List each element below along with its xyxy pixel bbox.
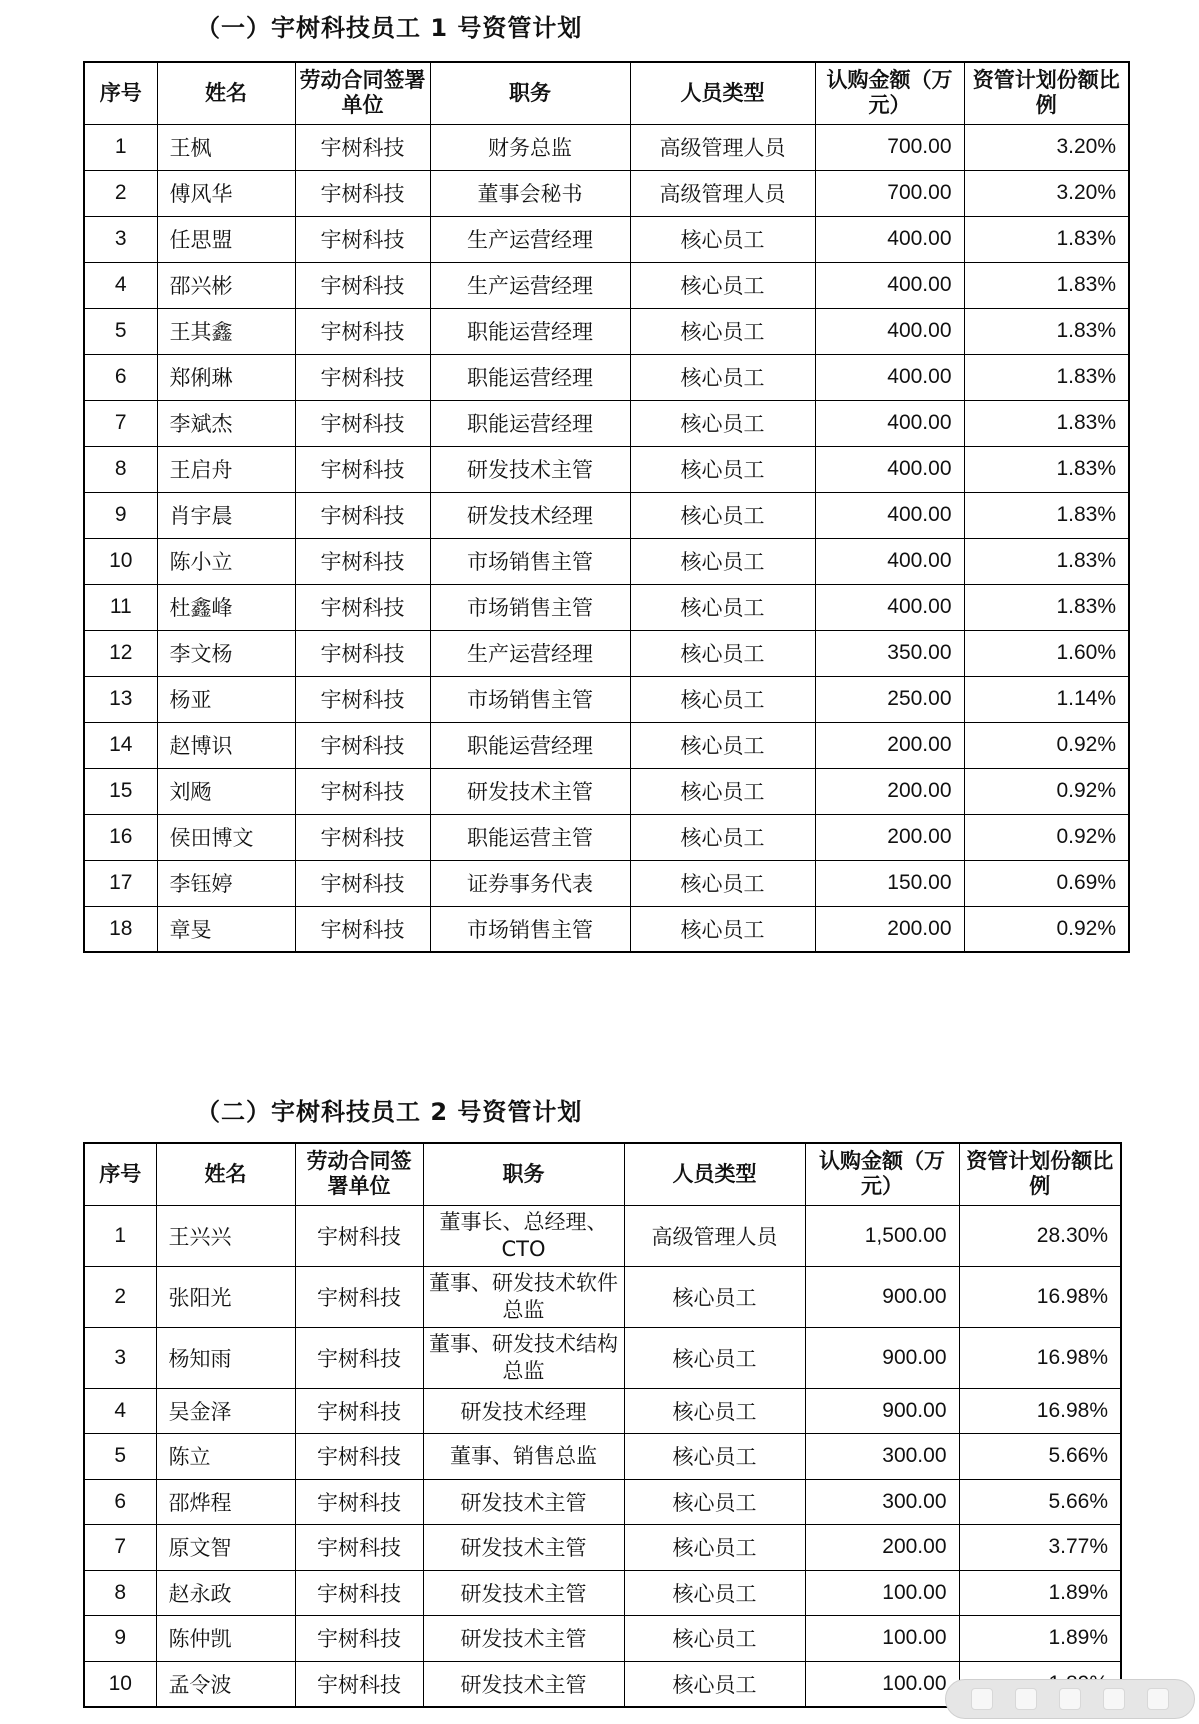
cell-seq: 8 <box>84 1570 156 1616</box>
cell-staff-type: 核心员工 <box>624 1661 805 1707</box>
cell-employer: 宇树科技 <box>295 1388 423 1434</box>
cell-position: 证券事务代表 <box>430 860 630 906</box>
cell-seq: 6 <box>84 354 157 400</box>
cell-name: 赵永政 <box>156 1570 295 1616</box>
cell-employer: 宇树科技 <box>295 1616 423 1662</box>
cell-share-ratio: 1.89% <box>959 1570 1121 1616</box>
table-row <box>84 170 1129 216</box>
cell-staff-type: 高级管理人员 <box>624 1205 805 1266</box>
cell-name: 邵烨程 <box>156 1479 295 1525</box>
cell-name: 杜鑫峰 <box>157 584 295 630</box>
cell-employer: 宇树科技 <box>295 216 430 262</box>
cell-employer: 宇树科技 <box>295 860 430 906</box>
cell-position: 研发技术主管 <box>423 1525 624 1571</box>
cell-staff-type: 核心员工 <box>630 538 815 584</box>
cell-share-ratio: 0.92% <box>964 722 1129 768</box>
plan1-table-body <box>84 124 1129 952</box>
cell-staff-type: 核心员工 <box>624 1525 805 1571</box>
header-employer: 劳动合同签署单位 <box>295 62 430 124</box>
table-header-row <box>84 1143 1121 1205</box>
cell-name: 陈仲凯 <box>156 1616 295 1662</box>
cell-name: 原文智 <box>156 1525 295 1571</box>
cell-staff-type: 核心员工 <box>630 262 815 308</box>
cell-amount: 250.00 <box>815 676 964 722</box>
cell-share-ratio: 1.83% <box>964 538 1129 584</box>
table-row <box>84 538 1129 584</box>
cell-employer: 宇树科技 <box>295 124 430 170</box>
cell-amount: 700.00 <box>815 124 964 170</box>
table-header-row <box>84 62 1129 124</box>
cell-employer: 宇树科技 <box>295 400 430 446</box>
header-share-ratio: 资管计划份额比例 <box>959 1143 1121 1205</box>
plan1-table <box>83 61 1130 953</box>
cell-employer: 宇树科技 <box>295 1661 423 1707</box>
cell-amount: 400.00 <box>815 492 964 538</box>
cell-position: 生产运营经理 <box>430 262 630 308</box>
section2-title: （二）宇树科技员工 2 号资管计划 <box>196 1098 583 1126</box>
cell-staff-type: 核心员工 <box>630 906 815 952</box>
cell-name: 李钰婷 <box>157 860 295 906</box>
cell-employer: 宇树科技 <box>295 170 430 216</box>
cell-staff-type: 核心员工 <box>624 1479 805 1525</box>
cell-name: 侯田博文 <box>157 814 295 860</box>
cell-position: 研发技术主管 <box>430 446 630 492</box>
cell-employer: 宇树科技 <box>295 354 430 400</box>
scroll-dot-icon[interactable] <box>1015 1688 1037 1710</box>
cell-seq: 16 <box>84 814 157 860</box>
cell-amount: 400.00 <box>815 400 964 446</box>
cell-amount: 900.00 <box>805 1388 959 1434</box>
cell-staff-type: 核心员工 <box>624 1570 805 1616</box>
cell-seq: 5 <box>84 308 157 354</box>
header-position: 职务 <box>423 1143 624 1205</box>
cell-staff-type: 核心员工 <box>624 1327 805 1388</box>
cell-employer: 宇树科技 <box>295 1205 423 1266</box>
cell-position: 市场销售主管 <box>430 538 630 584</box>
cell-name: 陈立 <box>156 1434 295 1480</box>
cell-name: 章旻 <box>157 906 295 952</box>
cell-position: 董事会秘书 <box>430 170 630 216</box>
table-row <box>84 216 1129 262</box>
cell-share-ratio: 5.66% <box>959 1434 1121 1480</box>
cell-seq: 7 <box>84 400 157 446</box>
table-row <box>84 1616 1121 1662</box>
cell-seq: 1 <box>84 124 157 170</box>
cell-position: 生产运营经理 <box>430 216 630 262</box>
cell-share-ratio: 1.89% <box>959 1616 1121 1662</box>
table-row <box>84 676 1129 722</box>
cell-position: 董事、研发技术结构总监 <box>423 1327 624 1388</box>
cell-amount: 400.00 <box>815 262 964 308</box>
cell-amount: 400.00 <box>815 354 964 400</box>
cell-name: 张阳光 <box>156 1266 295 1327</box>
cell-employer: 宇树科技 <box>295 814 430 860</box>
cell-share-ratio: 16.98% <box>959 1266 1121 1327</box>
table-row <box>84 1327 1121 1388</box>
table-row <box>84 1388 1121 1434</box>
cell-seq: 9 <box>84 492 157 538</box>
cell-employer: 宇树科技 <box>295 1434 423 1480</box>
cell-name: 李斌杰 <box>157 400 295 446</box>
cell-name: 傅风华 <box>157 170 295 216</box>
cell-seq: 15 <box>84 768 157 814</box>
cell-share-ratio: 1.83% <box>964 216 1129 262</box>
header-position: 职务 <box>430 62 630 124</box>
cell-amount: 100.00 <box>805 1661 959 1707</box>
cell-staff-type: 核心员工 <box>630 354 815 400</box>
cell-share-ratio: 3.77% <box>959 1525 1121 1571</box>
table-row <box>84 1205 1121 1266</box>
header-staff-type: 人员类型 <box>630 62 815 124</box>
header-amount: 认购金额（万元） <box>805 1143 959 1205</box>
cell-position: 董事、研发技术软件总监 <box>423 1266 624 1327</box>
cell-name: 王兴兴 <box>156 1205 295 1266</box>
cell-seq: 17 <box>84 860 157 906</box>
cell-employer: 宇树科技 <box>295 308 430 354</box>
table-row <box>84 1434 1121 1480</box>
cell-seq: 18 <box>84 906 157 952</box>
cell-amount: 400.00 <box>815 446 964 492</box>
header-employer: 劳动合同签署单位 <box>295 1143 423 1205</box>
table-row <box>84 1479 1121 1525</box>
cell-name: 李文杨 <box>157 630 295 676</box>
table-row <box>84 1570 1121 1616</box>
cell-amount: 150.00 <box>815 860 964 906</box>
cell-staff-type: 高级管理人员 <box>630 170 815 216</box>
cell-amount: 200.00 <box>815 722 964 768</box>
cell-seq: 10 <box>84 1661 156 1707</box>
cell-position: 研发技术主管 <box>423 1479 624 1525</box>
cell-name: 刘飏 <box>157 768 295 814</box>
cell-employer: 宇树科技 <box>295 768 430 814</box>
cell-employer: 宇树科技 <box>295 1479 423 1525</box>
scroll-dot-icon[interactable] <box>1147 1688 1169 1710</box>
cell-seq: 2 <box>84 170 157 216</box>
cell-staff-type: 核心员工 <box>630 722 815 768</box>
cell-share-ratio: 28.30% <box>959 1205 1121 1266</box>
table-row <box>84 630 1129 676</box>
cell-share-ratio: 0.92% <box>964 768 1129 814</box>
cell-share-ratio: 0.69% <box>964 860 1129 906</box>
plan2-table-body <box>84 1205 1121 1707</box>
cell-staff-type: 核心员工 <box>630 584 815 630</box>
cell-name: 吴金泽 <box>156 1388 295 1434</box>
section1-title: （一）宇树科技员工 1 号资管计划 <box>196 14 583 42</box>
table-row <box>84 584 1129 630</box>
cell-amount: 300.00 <box>805 1434 959 1480</box>
cell-seq: 5 <box>84 1434 156 1480</box>
cell-share-ratio: 1.83% <box>964 308 1129 354</box>
cell-position: 市场销售主管 <box>430 906 630 952</box>
table-row <box>84 1266 1121 1327</box>
cell-seq: 3 <box>84 216 157 262</box>
table-row <box>84 768 1129 814</box>
cell-position: 财务总监 <box>430 124 630 170</box>
cell-share-ratio: 0.92% <box>964 814 1129 860</box>
cell-name: 郑俐琳 <box>157 354 295 400</box>
cell-staff-type: 核心员工 <box>624 1616 805 1662</box>
table-row <box>84 722 1129 768</box>
header-share-ratio: 资管计划份额比例 <box>964 62 1129 124</box>
table-row <box>84 814 1129 860</box>
header-staff-type: 人员类型 <box>624 1143 805 1205</box>
cell-name: 任思盟 <box>157 216 295 262</box>
table-row <box>84 492 1129 538</box>
cell-staff-type: 核心员工 <box>624 1434 805 1480</box>
cell-seq: 9 <box>84 1616 156 1662</box>
cell-staff-type: 核心员工 <box>630 400 815 446</box>
cell-position: 职能运营经理 <box>430 722 630 768</box>
cell-seq: 14 <box>84 722 157 768</box>
cell-amount: 200.00 <box>815 768 964 814</box>
cell-position: 董事、销售总监 <box>423 1434 624 1480</box>
cell-position: 研发技术主管 <box>430 768 630 814</box>
cell-share-ratio: 1.83% <box>964 400 1129 446</box>
plan2-table <box>83 1142 1122 1708</box>
cell-staff-type: 核心员工 <box>630 630 815 676</box>
cell-staff-type: 核心员工 <box>630 676 815 722</box>
cell-amount: 400.00 <box>815 538 964 584</box>
cell-employer: 宇树科技 <box>295 262 430 308</box>
cell-staff-type: 核心员工 <box>630 492 815 538</box>
cell-position: 研发技术主管 <box>423 1616 624 1662</box>
header-amount: 认购金额（万元） <box>815 62 964 124</box>
cell-position: 研发技术经理 <box>430 492 630 538</box>
header-name: 姓名 <box>156 1143 295 1205</box>
cell-share-ratio: 1.83% <box>964 354 1129 400</box>
table-row <box>84 906 1129 952</box>
cell-amount: 100.00 <box>805 1616 959 1662</box>
header-name: 姓名 <box>157 62 295 124</box>
cell-seq: 4 <box>84 1388 156 1434</box>
scroll-dot-icon[interactable] <box>1059 1688 1081 1710</box>
cell-share-ratio: 3.20% <box>964 124 1129 170</box>
cell-position: 职能运营经理 <box>430 308 630 354</box>
cell-name: 陈小立 <box>157 538 295 584</box>
cell-name: 邵兴彬 <box>157 262 295 308</box>
table-row <box>84 124 1129 170</box>
cell-name: 王其鑫 <box>157 308 295 354</box>
cell-share-ratio: 5.66% <box>959 1479 1121 1525</box>
cell-position: 市场销售主管 <box>430 584 630 630</box>
table-row <box>84 446 1129 492</box>
cell-staff-type: 核心员工 <box>630 308 815 354</box>
cell-seq: 7 <box>84 1525 156 1571</box>
cell-share-ratio: 1.83% <box>964 584 1129 630</box>
cell-seq: 2 <box>84 1266 156 1327</box>
scroll-dot-icon[interactable] <box>971 1688 993 1710</box>
header-seq: 序号 <box>84 1143 156 1205</box>
cell-position: 市场销售主管 <box>430 676 630 722</box>
cell-position: 职能运营经理 <box>430 354 630 400</box>
cell-employer: 宇树科技 <box>295 1266 423 1327</box>
cell-staff-type: 核心员工 <box>630 446 815 492</box>
table-row <box>84 308 1129 354</box>
cell-share-ratio: 3.20% <box>964 170 1129 216</box>
table-row <box>84 354 1129 400</box>
scroll-dot-icon[interactable] <box>1103 1688 1125 1710</box>
cell-employer: 宇树科技 <box>295 446 430 492</box>
page-scroll-widget[interactable] <box>945 1679 1195 1719</box>
cell-seq: 3 <box>84 1327 156 1388</box>
cell-staff-type: 核心员工 <box>624 1388 805 1434</box>
table-row <box>84 860 1129 906</box>
cell-name: 孟令波 <box>156 1661 295 1707</box>
cell-seq: 12 <box>84 630 157 676</box>
cell-position: 董事长、总经理、CTO <box>423 1205 624 1266</box>
cell-employer: 宇树科技 <box>295 722 430 768</box>
cell-position: 职能运营主管 <box>430 814 630 860</box>
cell-share-ratio: 0.92% <box>964 906 1129 952</box>
cell-seq: 8 <box>84 446 157 492</box>
cell-share-ratio: 16.98% <box>959 1327 1121 1388</box>
cell-amount: 200.00 <box>815 814 964 860</box>
cell-share-ratio: 1.83% <box>964 262 1129 308</box>
cell-staff-type: 核心员工 <box>624 1266 805 1327</box>
cell-seq: 6 <box>84 1479 156 1525</box>
cell-seq: 13 <box>84 676 157 722</box>
cell-employer: 宇树科技 <box>295 492 430 538</box>
cell-position: 职能运营经理 <box>430 400 630 446</box>
table-row <box>84 1525 1121 1571</box>
cell-employer: 宇树科技 <box>295 1327 423 1388</box>
cell-seq: 4 <box>84 262 157 308</box>
cell-amount: 700.00 <box>815 170 964 216</box>
cell-name: 杨亚 <box>157 676 295 722</box>
cell-share-ratio: 1.14% <box>964 676 1129 722</box>
cell-name: 王枫 <box>157 124 295 170</box>
cell-staff-type: 高级管理人员 <box>630 124 815 170</box>
cell-employer: 宇树科技 <box>295 538 430 584</box>
cell-employer: 宇树科技 <box>295 1525 423 1571</box>
cell-staff-type: 核心员工 <box>630 814 815 860</box>
header-seq: 序号 <box>84 62 157 124</box>
cell-position: 生产运营经理 <box>430 630 630 676</box>
cell-seq: 10 <box>84 538 157 584</box>
cell-amount: 300.00 <box>805 1479 959 1525</box>
cell-employer: 宇树科技 <box>295 1570 423 1616</box>
cell-share-ratio: 1.83% <box>964 492 1129 538</box>
cell-share-ratio: 1.60% <box>964 630 1129 676</box>
table-row <box>84 262 1129 308</box>
cell-staff-type: 核心员工 <box>630 860 815 906</box>
cell-amount: 100.00 <box>805 1570 959 1616</box>
cell-name: 杨知雨 <box>156 1327 295 1388</box>
cell-share-ratio: 1.83% <box>964 446 1129 492</box>
cell-amount: 200.00 <box>815 906 964 952</box>
cell-amount: 900.00 <box>805 1327 959 1388</box>
cell-name: 赵博识 <box>157 722 295 768</box>
cell-staff-type: 核心员工 <box>630 768 815 814</box>
cell-amount: 200.00 <box>805 1525 959 1571</box>
cell-staff-type: 核心员工 <box>630 216 815 262</box>
cell-amount: 400.00 <box>815 308 964 354</box>
cell-position: 研发技术经理 <box>423 1388 624 1434</box>
cell-employer: 宇树科技 <box>295 584 430 630</box>
cell-employer: 宇树科技 <box>295 906 430 952</box>
cell-amount: 350.00 <box>815 630 964 676</box>
cell-amount: 900.00 <box>805 1266 959 1327</box>
cell-name: 肖宇晨 <box>157 492 295 538</box>
cell-position: 研发技术主管 <box>423 1661 624 1707</box>
table-row <box>84 400 1129 446</box>
cell-share-ratio: 16.98% <box>959 1388 1121 1434</box>
cell-seq: 1 <box>84 1205 156 1266</box>
cell-amount: 400.00 <box>815 584 964 630</box>
cell-position: 研发技术主管 <box>423 1570 624 1616</box>
cell-amount: 400.00 <box>815 216 964 262</box>
cell-amount: 1,500.00 <box>805 1205 959 1266</box>
cell-employer: 宇树科技 <box>295 630 430 676</box>
cell-seq: 11 <box>84 584 157 630</box>
cell-name: 王启舟 <box>157 446 295 492</box>
cell-employer: 宇树科技 <box>295 676 430 722</box>
